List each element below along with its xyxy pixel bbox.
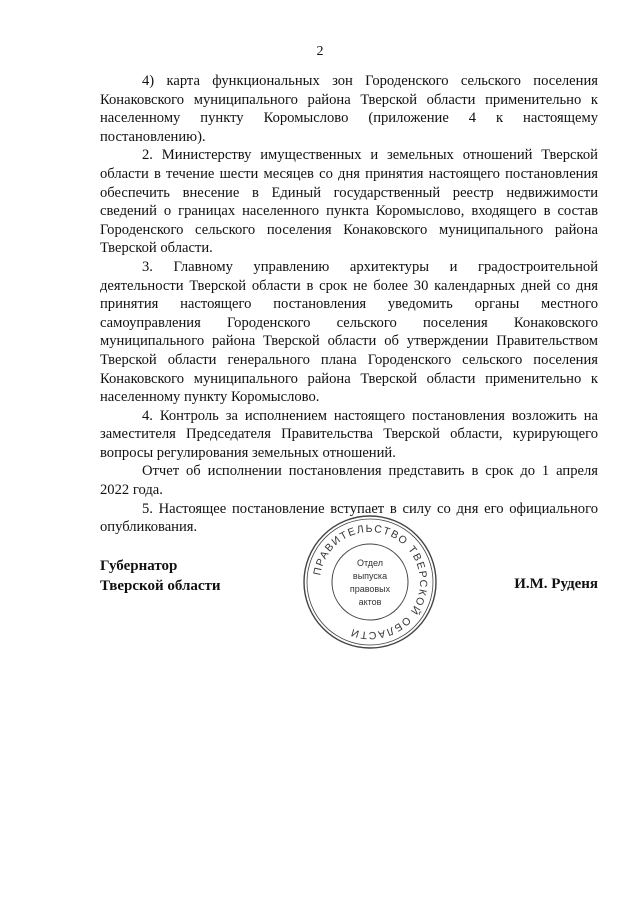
signer-name: И.М. Руденя [514, 576, 598, 592]
stamp-center-line-4: актов [358, 597, 382, 607]
page-number: 2 [316, 44, 324, 59]
paragraph-2: 2. Министерству имущественных и земельных отношений Тверской области в течение шести месяцев со дня принятия настоящего постановления обеспечить внесение в Единый государственный реестр недвижимости сведений о границах населенного пункта Коромыслово, входящего в состав Городенского сельского поселения Конаковского муниципального района Тверской области. [100, 147, 598, 257]
stamp-ring-text: ПРАВИТЕЛЬСТВО ТВЕРСКОЙ ОБЛАСТИ [311, 522, 430, 642]
stamp-center-line-2: выпуска [352, 571, 388, 581]
paragraph-3: 3. Главному управлению архитектуры и градостроительной деятельности Тверской области в срок не более 30 календарных дней со дня принятия настоящего постановления уведомить органы местного самоуправления Городенского сельского поселения Конаковского муниципального района Тверской области об утверждении Правительством Тверской области генерального плана Городенского сельского поселения Конаковского муниципального района Тверской области применительно к населенному пункту Коромыслово. [100, 258, 598, 406]
stamp-center-line-1: Отдел [356, 558, 384, 568]
svg-text:ПРАВИТЕЛЬСТВО ТВЕРСКОЙ ОБЛАСТИ [311, 523, 429, 641]
paragraph-4: 4. Контроль за исполнением настоящего постановления возложить на заместителя Председателя Правительства Тверской области, курирующего вопросы регулирования земельных отношений. [100, 407, 598, 461]
signer-position-line1: Губернатор [100, 558, 178, 574]
paragraph-5: 5. Настоящее постановление вступает в силу со дня его официального опубликования. [100, 500, 598, 536]
signer-position [100, 556, 221, 596]
document-body [100, 72, 598, 537]
official-stamp [300, 512, 440, 652]
stamp-center-line-3: правовых [349, 584, 391, 594]
paragraph-report: Отчет об исполнении постановления представить в срок до 1 апреля 2022 года. [100, 463, 598, 499]
signer-position-line2: Тверской области [100, 578, 221, 594]
paragraph-item-4: 4) карта функциональных зон Городенского сельского поселения Конаковского муниципального района Тверской области применительно к населенному пункту Коромыслово (приложение 4 к настоящему постановлению). [100, 73, 598, 145]
